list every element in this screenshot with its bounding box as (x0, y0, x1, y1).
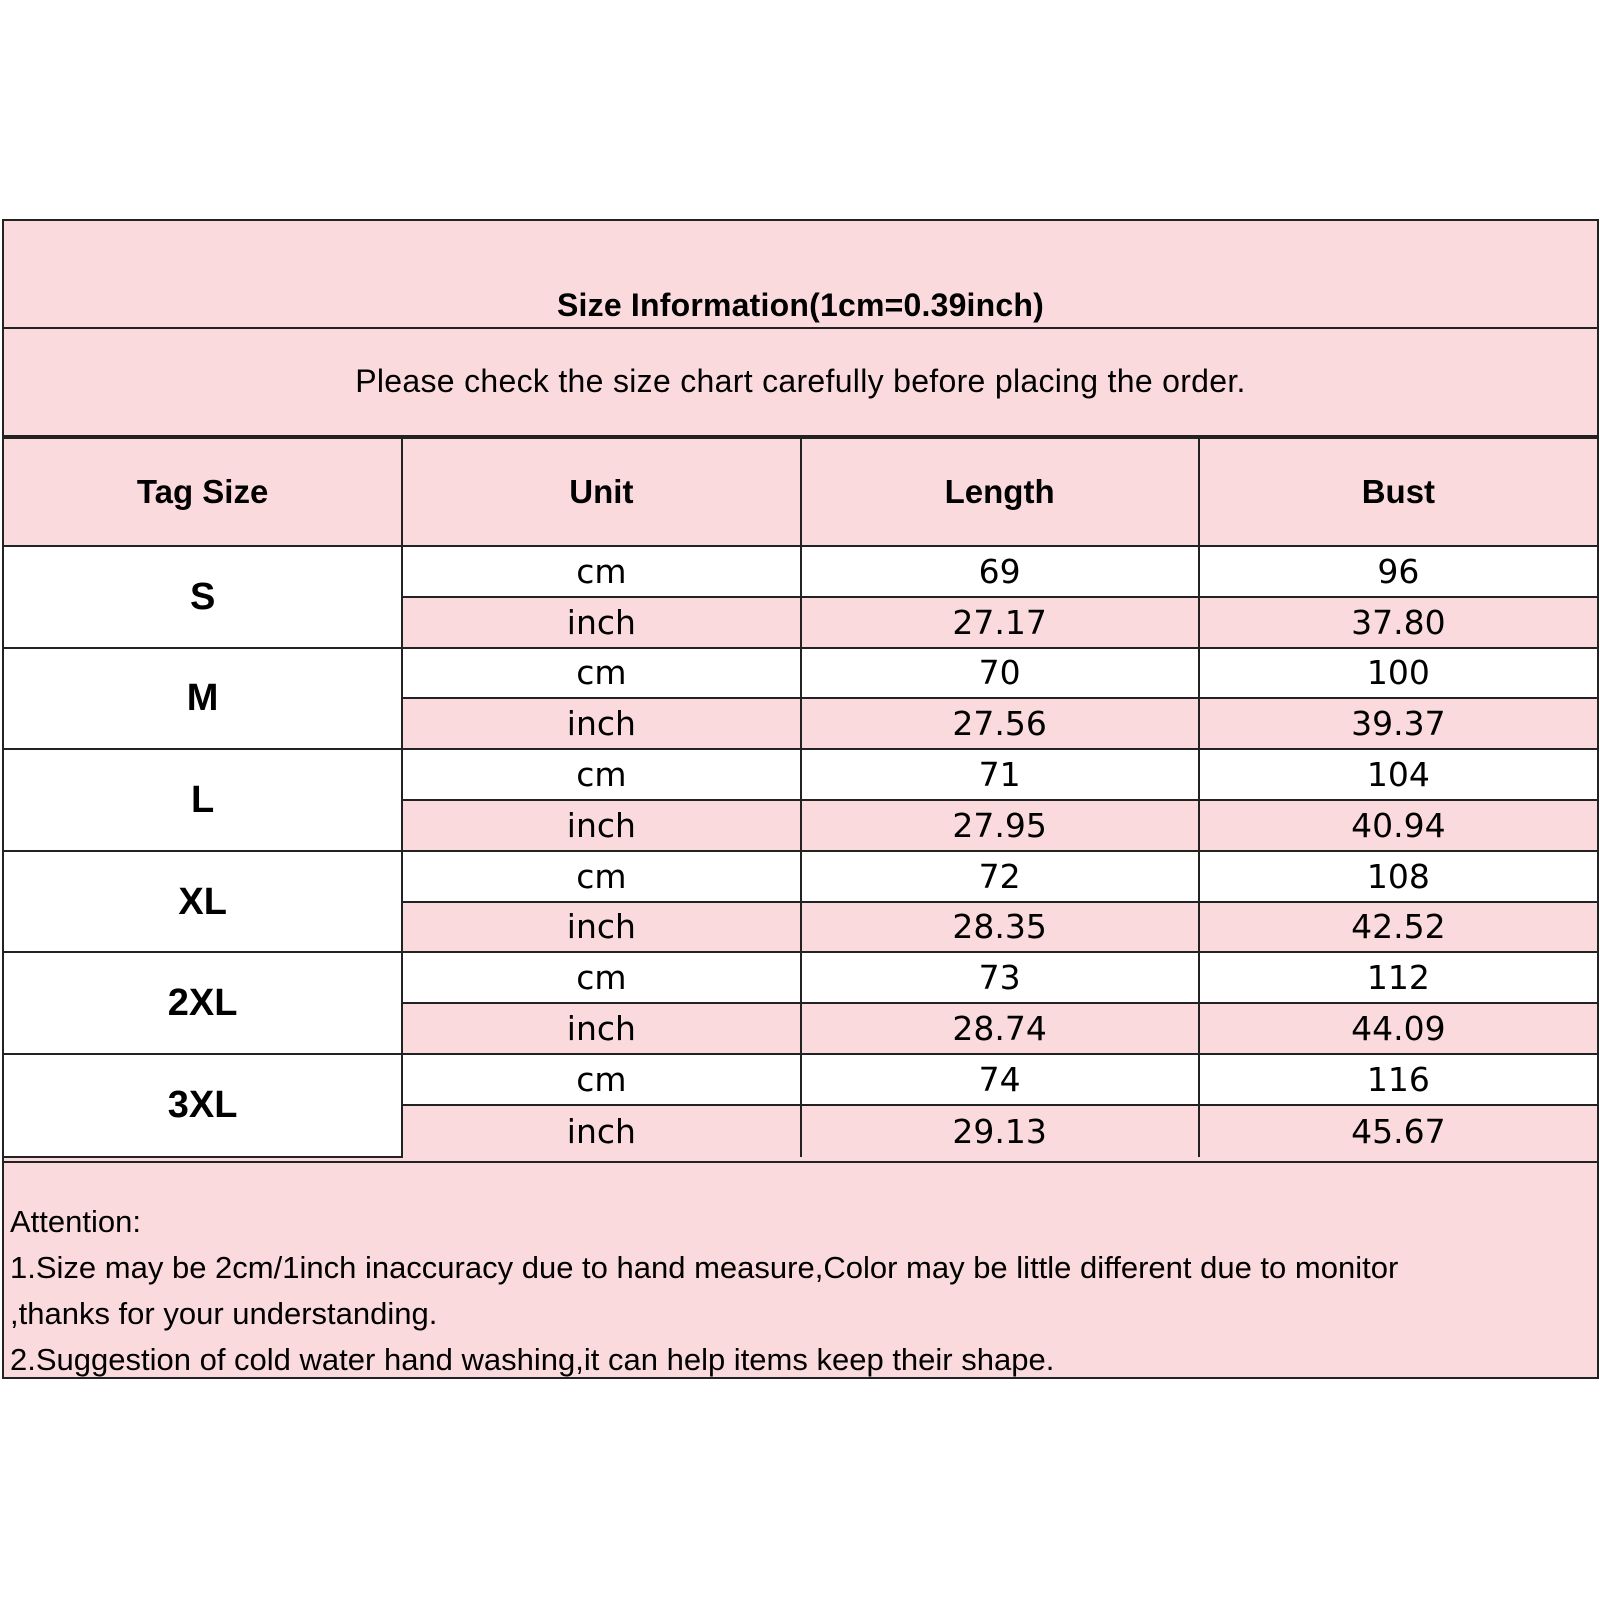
bust-cell: 37.80 (1199, 597, 1597, 648)
unit-cell: cm (402, 749, 800, 800)
unit-cell: inch (402, 597, 800, 648)
table-row (4, 1054, 1597, 1105)
unit-cell: inch (402, 902, 800, 953)
title-bar (4, 221, 1597, 329)
length-cell: 28.35 (801, 902, 1199, 953)
unit-cell: inch (402, 698, 800, 749)
unit-cell: cm (402, 851, 800, 902)
tag-size-cell: S (4, 546, 402, 648)
length-cell: 27.17 (801, 597, 1199, 648)
bust-cell: 100 (1199, 648, 1597, 699)
header-bust: Bust (1199, 438, 1597, 546)
bust-cell: 44.09 (1199, 1003, 1597, 1054)
bust-cell: 39.37 (1199, 698, 1597, 749)
header-tag-size: Tag Size (4, 438, 402, 546)
bust-cell: 112 (1199, 952, 1597, 1003)
size-chart-notice: Please check the size chart carefully before placing the order. (355, 363, 1246, 399)
header-length: Length (801, 438, 1199, 546)
note-line: 1.Size may be 2cm/1inch inaccuracy due to hand measure,Color may be little different due to monitor (10, 1250, 1399, 1285)
bust-cell: 40.94 (1199, 800, 1597, 851)
unit-cell: cm (402, 648, 800, 699)
tag-size-cell: XL (4, 851, 402, 953)
table-row (4, 546, 1597, 597)
table-row (4, 851, 1597, 902)
bust-cell: 45.67 (1199, 1105, 1597, 1157)
table-header-row (4, 438, 1597, 546)
tag-size-cell: 2XL (4, 952, 402, 1054)
size-chart-title: Size Information(1cm=0.39inch) (556, 287, 1044, 323)
bust-cell: 108 (1199, 851, 1597, 902)
note-line: ,thanks for your understanding. (10, 1296, 438, 1331)
bust-cell: 104 (1199, 749, 1597, 800)
unit-cell: cm (402, 546, 800, 597)
bust-cell: 96 (1199, 546, 1597, 597)
size-chart-sheet (2, 219, 1599, 1379)
length-cell: 74 (801, 1054, 1199, 1105)
length-cell: 69 (801, 546, 1199, 597)
notice-bar (4, 329, 1597, 437)
table-row (4, 648, 1597, 699)
tag-size-cell: L (4, 749, 402, 851)
table-row (4, 749, 1597, 800)
unit-cell: inch (402, 1003, 800, 1054)
unit-cell: cm (402, 1054, 800, 1105)
length-cell: 70 (801, 648, 1199, 699)
length-cell: 73 (801, 952, 1199, 1003)
tag-size-cell: M (4, 648, 402, 750)
unit-cell: cm (402, 952, 800, 1003)
table-row (4, 952, 1597, 1003)
bust-cell: 116 (1199, 1054, 1597, 1105)
size-table (4, 437, 1597, 1158)
attention-notes (4, 1161, 1597, 1377)
length-cell: 71 (801, 749, 1199, 800)
length-cell: 72 (801, 851, 1199, 902)
header-unit: Unit (402, 438, 800, 546)
note-line: 2.Suggestion of cold water hand washing,it can help items keep their shape. (10, 1342, 1055, 1377)
length-cell: 29.13 (801, 1105, 1199, 1157)
unit-cell: inch (402, 800, 800, 851)
tag-size-cell: 3XL (4, 1054, 402, 1157)
length-cell: 28.74 (801, 1003, 1199, 1054)
length-cell: 27.56 (801, 698, 1199, 749)
length-cell: 27.95 (801, 800, 1199, 851)
unit-cell: inch (402, 1105, 800, 1157)
bust-cell: 42.52 (1199, 902, 1597, 953)
table-body (4, 546, 1597, 1157)
note-line: Attention: (10, 1204, 141, 1239)
